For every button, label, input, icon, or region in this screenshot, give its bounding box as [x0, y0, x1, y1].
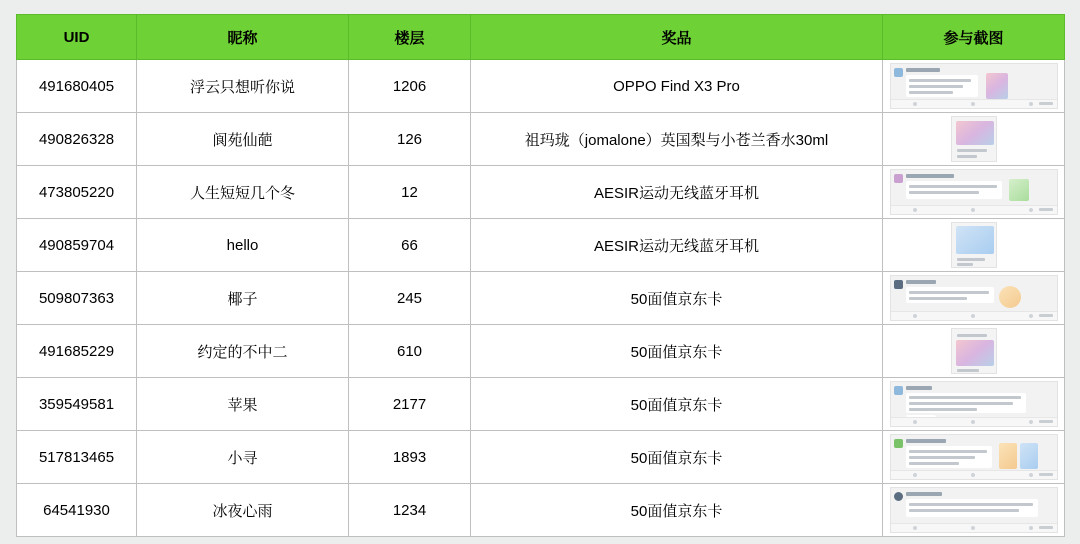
table-header: [17, 15, 1065, 60]
avatar: [894, 280, 903, 289]
cell-nickname: 椰子: [137, 272, 349, 325]
avatar: [894, 439, 903, 448]
cell-screenshot: [883, 113, 1065, 166]
sender-name: [906, 174, 954, 178]
cell-prize: 50面值京东卡: [471, 272, 883, 325]
cell-prize: AESIR运动无线蓝牙耳机: [471, 166, 883, 219]
timestamp: [1039, 473, 1053, 476]
timestamp: [1039, 420, 1053, 423]
cell-prize: 50面值京东卡: [471, 378, 883, 431]
cell-prize: 祖玛珑（jomalone）英国梨与小苍兰香水30ml: [471, 113, 883, 166]
image-attachment: [1009, 179, 1029, 201]
table-row: [17, 166, 1065, 219]
image-attachment: [956, 340, 994, 366]
cell-floor: 1206: [349, 60, 471, 113]
message-bubble: [906, 287, 994, 303]
message-bubble: [906, 181, 1002, 199]
cell-prize: 50面值京东卡: [471, 484, 883, 537]
avatar: [894, 492, 903, 501]
column-header-prize: 奖品: [471, 15, 883, 60]
cell-prize: AESIR运动无线蓝牙耳机: [471, 219, 883, 272]
table-row: [17, 431, 1065, 484]
cell-uid: 64541930: [17, 484, 137, 537]
table-row: [17, 325, 1065, 378]
table-row: [17, 113, 1065, 166]
cell-screenshot: [883, 378, 1065, 431]
timestamp: [1039, 102, 1053, 105]
cell-nickname: hello: [137, 219, 349, 272]
image-attachment: [999, 286, 1021, 308]
cell-screenshot: [883, 166, 1065, 219]
cell-floor: 1893: [349, 431, 471, 484]
cell-floor: 12: [349, 166, 471, 219]
image-attachment: [956, 121, 994, 145]
image-attachment: [999, 443, 1017, 469]
sender-name: [906, 68, 940, 72]
cell-uid: 517813465: [17, 431, 137, 484]
cell-floor: 245: [349, 272, 471, 325]
chat-screenshot-thumbnail: [951, 328, 997, 374]
chat-screenshot-thumbnail: [890, 487, 1058, 533]
table-body: [17, 60, 1065, 537]
avatar: [894, 386, 903, 395]
image-attachment: [1020, 443, 1038, 469]
cell-uid: 473805220: [17, 166, 137, 219]
cell-uid: 490826328: [17, 113, 137, 166]
cell-screenshot: [883, 272, 1065, 325]
cell-prize: 50面值京东卡: [471, 325, 883, 378]
chat-screenshot-thumbnail: [890, 275, 1058, 321]
cell-prize: OPPO Find X3 Pro: [471, 60, 883, 113]
chat-screenshot-thumbnail: [890, 63, 1058, 109]
table-row: [17, 272, 1065, 325]
cell-uid: 490859704: [17, 219, 137, 272]
column-header-nickname: 昵称: [137, 15, 349, 60]
image-attachment: [956, 226, 994, 254]
cell-nickname: 冰夜心雨: [137, 484, 349, 537]
cell-floor: 610: [349, 325, 471, 378]
avatar: [894, 174, 903, 183]
cell-floor: 126: [349, 113, 471, 166]
winner-table: [16, 14, 1065, 537]
cell-uid: 491680405: [17, 60, 137, 113]
cell-screenshot: [883, 484, 1065, 537]
timestamp: [1039, 208, 1053, 211]
avatar: [894, 68, 903, 77]
chat-screenshot-thumbnail: [951, 222, 997, 268]
cell-nickname: 浮云只想听你说: [137, 60, 349, 113]
chat-screenshot-thumbnail: [890, 169, 1058, 215]
cell-floor: 66: [349, 219, 471, 272]
sender-name: [906, 492, 942, 496]
winner-list-container: [16, 14, 1064, 537]
cell-uid: 491685229: [17, 325, 137, 378]
timestamp: [1039, 526, 1053, 529]
chat-screenshot-thumbnail: [890, 381, 1058, 427]
cell-screenshot: [883, 431, 1065, 484]
cell-nickname: 阆苑仙葩: [137, 113, 349, 166]
chat-screenshot-thumbnail: [951, 116, 997, 162]
table-row: [17, 219, 1065, 272]
message-bubble: [906, 499, 1038, 517]
cell-nickname: 小寻: [137, 431, 349, 484]
cell-nickname: 约定的不中二: [137, 325, 349, 378]
cell-prize: 50面值京东卡: [471, 431, 883, 484]
column-header-uid: UID: [17, 15, 137, 60]
sender-name: [906, 280, 936, 284]
cell-screenshot: [883, 219, 1065, 272]
cell-nickname: 人生短短几个冬: [137, 166, 349, 219]
column-header-floor: 楼层: [349, 15, 471, 60]
table-row: [17, 378, 1065, 431]
cell-screenshot: [883, 60, 1065, 113]
timestamp: [1039, 314, 1053, 317]
cell-uid: 359549581: [17, 378, 137, 431]
cell-floor: 2177: [349, 378, 471, 431]
sender-name: [906, 386, 932, 390]
cell-floor: 1234: [349, 484, 471, 537]
image-attachment: [986, 73, 1008, 99]
cell-uid: 509807363: [17, 272, 137, 325]
sender-name: [906, 439, 946, 443]
table-header-row: [17, 15, 1065, 60]
column-header-screenshot: 参与截图: [883, 15, 1065, 60]
cell-nickname: 苹果: [137, 378, 349, 431]
cell-screenshot: [883, 325, 1065, 378]
table-row: [17, 484, 1065, 537]
table-row: [17, 60, 1065, 113]
chat-screenshot-thumbnail: [890, 434, 1058, 480]
